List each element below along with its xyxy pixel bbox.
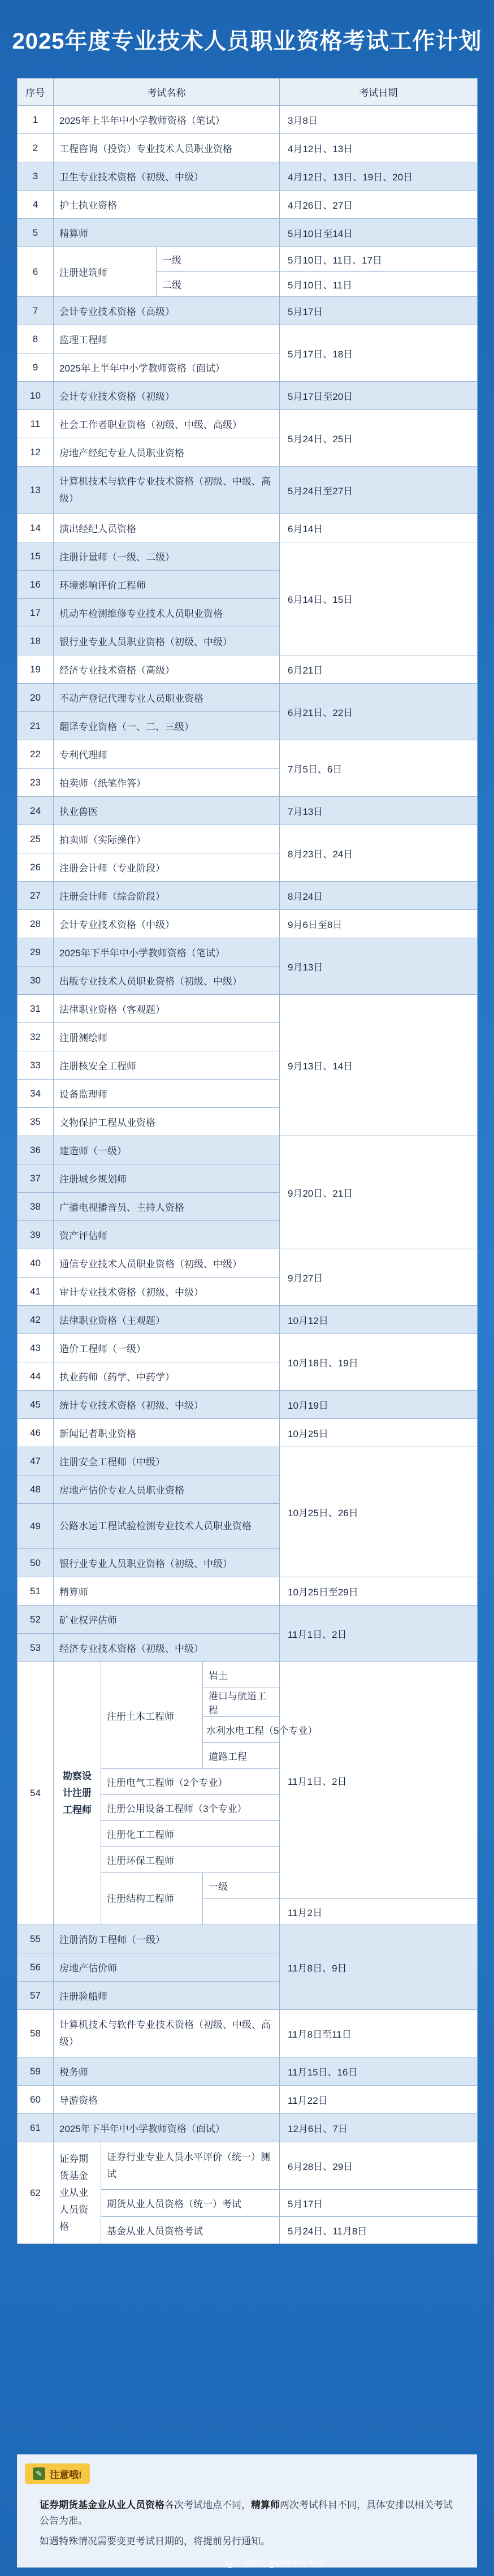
table-row: 注册公用设备工程师（3个专业）: [18, 1795, 478, 1821]
table-row: 60 导游资格 11月22日: [18, 2086, 478, 2114]
survey-group-label: 勘察设计注册工程师: [54, 1662, 101, 1925]
table-row: 注册化工工程师: [18, 1821, 478, 1847]
schedule-table: [17, 78, 478, 2244]
table-row: 29 2025年下半年中小学教师资格（笔试） 9月13日: [18, 938, 478, 966]
table-row: 16 环境影响评价工程师: [18, 571, 478, 599]
table-row: 港口与航道工程: [18, 1688, 478, 1717]
table-row: 13 计算机技术与软件专业技术资格（初级、中级、高级） 5月24日至27日: [18, 467, 478, 514]
table-row: 期货从业人员资格（统一）考试 5月17日: [18, 2190, 478, 2217]
table-row: 31 法律职业资格（客观题） 9月13日、14日: [18, 995, 478, 1023]
table-row: 46 新闻记者职业资格 10月25日: [18, 1419, 478, 1447]
table-row: 32 注册测绘师: [18, 1023, 478, 1051]
table-row: 基金从业人员资格考试 5月24日、11月8日: [18, 2217, 478, 2244]
table-row: 34 设备监理师: [18, 1080, 478, 1108]
notice-tag: [25, 2463, 90, 2484]
header-date: 考试日期: [280, 79, 478, 106]
watermark: @人事资讯 @微博教育考试: [226, 2560, 324, 2569]
table-row: 22 专利代理师 7月5日、6日: [18, 740, 478, 769]
table-row: 52 矿业权评估师 11月1日、2日: [18, 1606, 478, 1634]
table-row: 19 经济专业技术资格（高级） 6月21日: [18, 655, 478, 684]
table-row: 7 会计专业技术资格（高级） 5月17日: [18, 297, 478, 325]
table-row: 57 注册验船师: [18, 1982, 478, 2010]
table-row: 二级 5月10日、11日: [18, 272, 478, 297]
page-title: 2025年度专业技术人员职业资格考试工作计划: [12, 28, 482, 54]
table-row: 58 计算机技术与软件专业技术资格（初级、中级、高级） 11月8日至11日: [18, 2010, 478, 2057]
table-row: 37 注册城乡规划师: [18, 1164, 478, 1193]
table-row: 45 统计专业技术资格（初级、中级） 10月19日: [18, 1391, 478, 1419]
table-row: 47 注册安全工程师（中级） 10月25日、26日: [18, 1447, 478, 1475]
table-row: 8 监理工程师 5月17日、18日: [18, 325, 478, 353]
table-row: 49 公路水运工程试验检测专业技术人员职业资格: [18, 1504, 478, 1549]
table-row: 1 2025年上半年中小学教师资格（笔试） 3月8日: [18, 106, 478, 134]
securities-group-label: 证券期货基金业从业人员资格: [54, 2142, 101, 2244]
table-row: 12 房地产经纪专业人员职业资格: [18, 438, 478, 467]
table-row: 2 工程咨询（投资）专业技术人员职业资格 4月12日、13日: [18, 134, 478, 162]
table-row: 21 翻译专业资格（一、二、三级）: [18, 712, 478, 740]
table-row: 15 注册计量师（一级、二级） 6月14日、15日: [18, 542, 478, 571]
table-row: 51 精算师 10月25日至29日: [18, 1577, 478, 1606]
schedule-sheet: [17, 78, 477, 2244]
table-row: 54 勘察设计注册工程师 注册土木工程师 岩土 11月1日、2日: [18, 1662, 478, 1688]
header-name: 考试名称: [54, 79, 280, 106]
table-row: 53 经济专业技术资格（初级、中级）: [18, 1634, 478, 1662]
table-row: 9 2025年上半年中小学教师资格（面试）: [18, 353, 478, 382]
table-row: 6 注册建筑师 一级 5月10日、11日、17日: [18, 247, 478, 272]
table-row: 24 执业兽医 7月13日: [18, 797, 478, 825]
table-row: 17 机动车检测维修专业技术人员职业资格: [18, 599, 478, 627]
table-row: 道路工程: [18, 1743, 478, 1769]
table-row: 41 审计专业技术资格（初级、中级）: [18, 1278, 478, 1306]
notice-tag-label: 注意哦!: [50, 2469, 82, 2480]
table-row: 50 银行业专业人员职业资格（初级、中级）: [18, 1549, 478, 1577]
table-row: 25 拍卖师（实际操作） 8月23日、24日: [18, 825, 478, 853]
table-row: 10 会计专业技术资格（初级） 5月17日至20日: [18, 382, 478, 410]
header-no: 序号: [18, 79, 54, 106]
notice-text-2: 如遇特殊情况需要变更考试日期的，将提前另行通知。: [40, 2536, 270, 2547]
table-row: 5 精算师 5月10日至14日: [18, 219, 478, 247]
table-row: 3 卫生专业技术资格（初级、中级） 4月12日、13日、19日、20日: [18, 162, 478, 191]
table-row: 55 注册消防工程师（一级） 11月8日、9日: [18, 1925, 478, 1953]
table-row: 水利水电工程（5个专业）: [18, 1717, 478, 1743]
notice-box: [17, 2454, 477, 2568]
table-row: 62 证券期货基金业从业人员资格 证券行业专业人员水平评价（统一）测试 6月28日、29日: [18, 2142, 478, 2190]
table-row: 33 注册核安全工程师: [18, 1051, 478, 1080]
table-row: 4 护士执业资格 4月26日、27日: [18, 191, 478, 219]
table-row: 27 注册会计师（综合阶段） 8月24日: [18, 882, 478, 910]
table-row: 48 房地产估价专业人员职业资格: [18, 1475, 478, 1504]
table-row: 注册电气工程师（2个专业）: [18, 1769, 478, 1795]
table-row: 56 房地产估价师: [18, 1953, 478, 1982]
table-row: 30 出版专业技术人员职业资格（初级、中级）: [18, 966, 478, 995]
table-header: [18, 79, 478, 106]
table-row: 40 通信专业技术人员职业资格（初级、中级） 9月27日: [18, 1249, 478, 1278]
table-row: 11月2日: [18, 1899, 478, 1925]
table-row: 38 广播电视播音员、主持人资格: [18, 1193, 478, 1221]
table-row: 23 拍卖师（纸笔作答）: [18, 769, 478, 797]
bell-icon: ✎: [33, 2467, 45, 2480]
table-row: 注册结构工程师 一级: [18, 1873, 478, 1899]
table-row: 59 税务师 11月15日、16日: [18, 2057, 478, 2086]
table-row: 36 建造师（一级） 9月20日、21日: [18, 1136, 478, 1164]
table-row: 61 2025年下半年中小学教师资格（面试） 12月6日、7日: [18, 2114, 478, 2142]
table-row: 43 造价工程师（一级） 10月18日、19日: [18, 1334, 478, 1362]
table-row: 14 演出经纪人员资格 6月14日: [18, 514, 478, 542]
table-row: 20 不动产登记代理专业人员职业资格 6月21日、22日: [18, 684, 478, 712]
table-row: 44 执业药师（药学、中药学）: [18, 1362, 478, 1391]
table-row: 11 社会工作者职业资格（初级、中级、高级） 5月24日、25日: [18, 410, 478, 438]
notice-text: 证券期货基金业从业人员资格各次考试地点不同，精算师两次考试科目不同，具体安排以相关考试公告为准。: [40, 2500, 453, 2526]
table-row: 28 会计专业技术资格（中级） 9月6日至8日: [18, 910, 478, 938]
table-row: 42 法律职业资格（主观题） 10月12日: [18, 1306, 478, 1334]
table-row: 18 银行业专业人员职业资格（初级、中级）: [18, 627, 478, 655]
table-row: 39 资产评估师: [18, 1221, 478, 1249]
table-row: 26 注册会计师（专业阶段）: [18, 853, 478, 882]
table-row: 35 文物保护工程从业资格: [18, 1108, 478, 1136]
table-row: 注册环保工程师: [18, 1847, 478, 1873]
